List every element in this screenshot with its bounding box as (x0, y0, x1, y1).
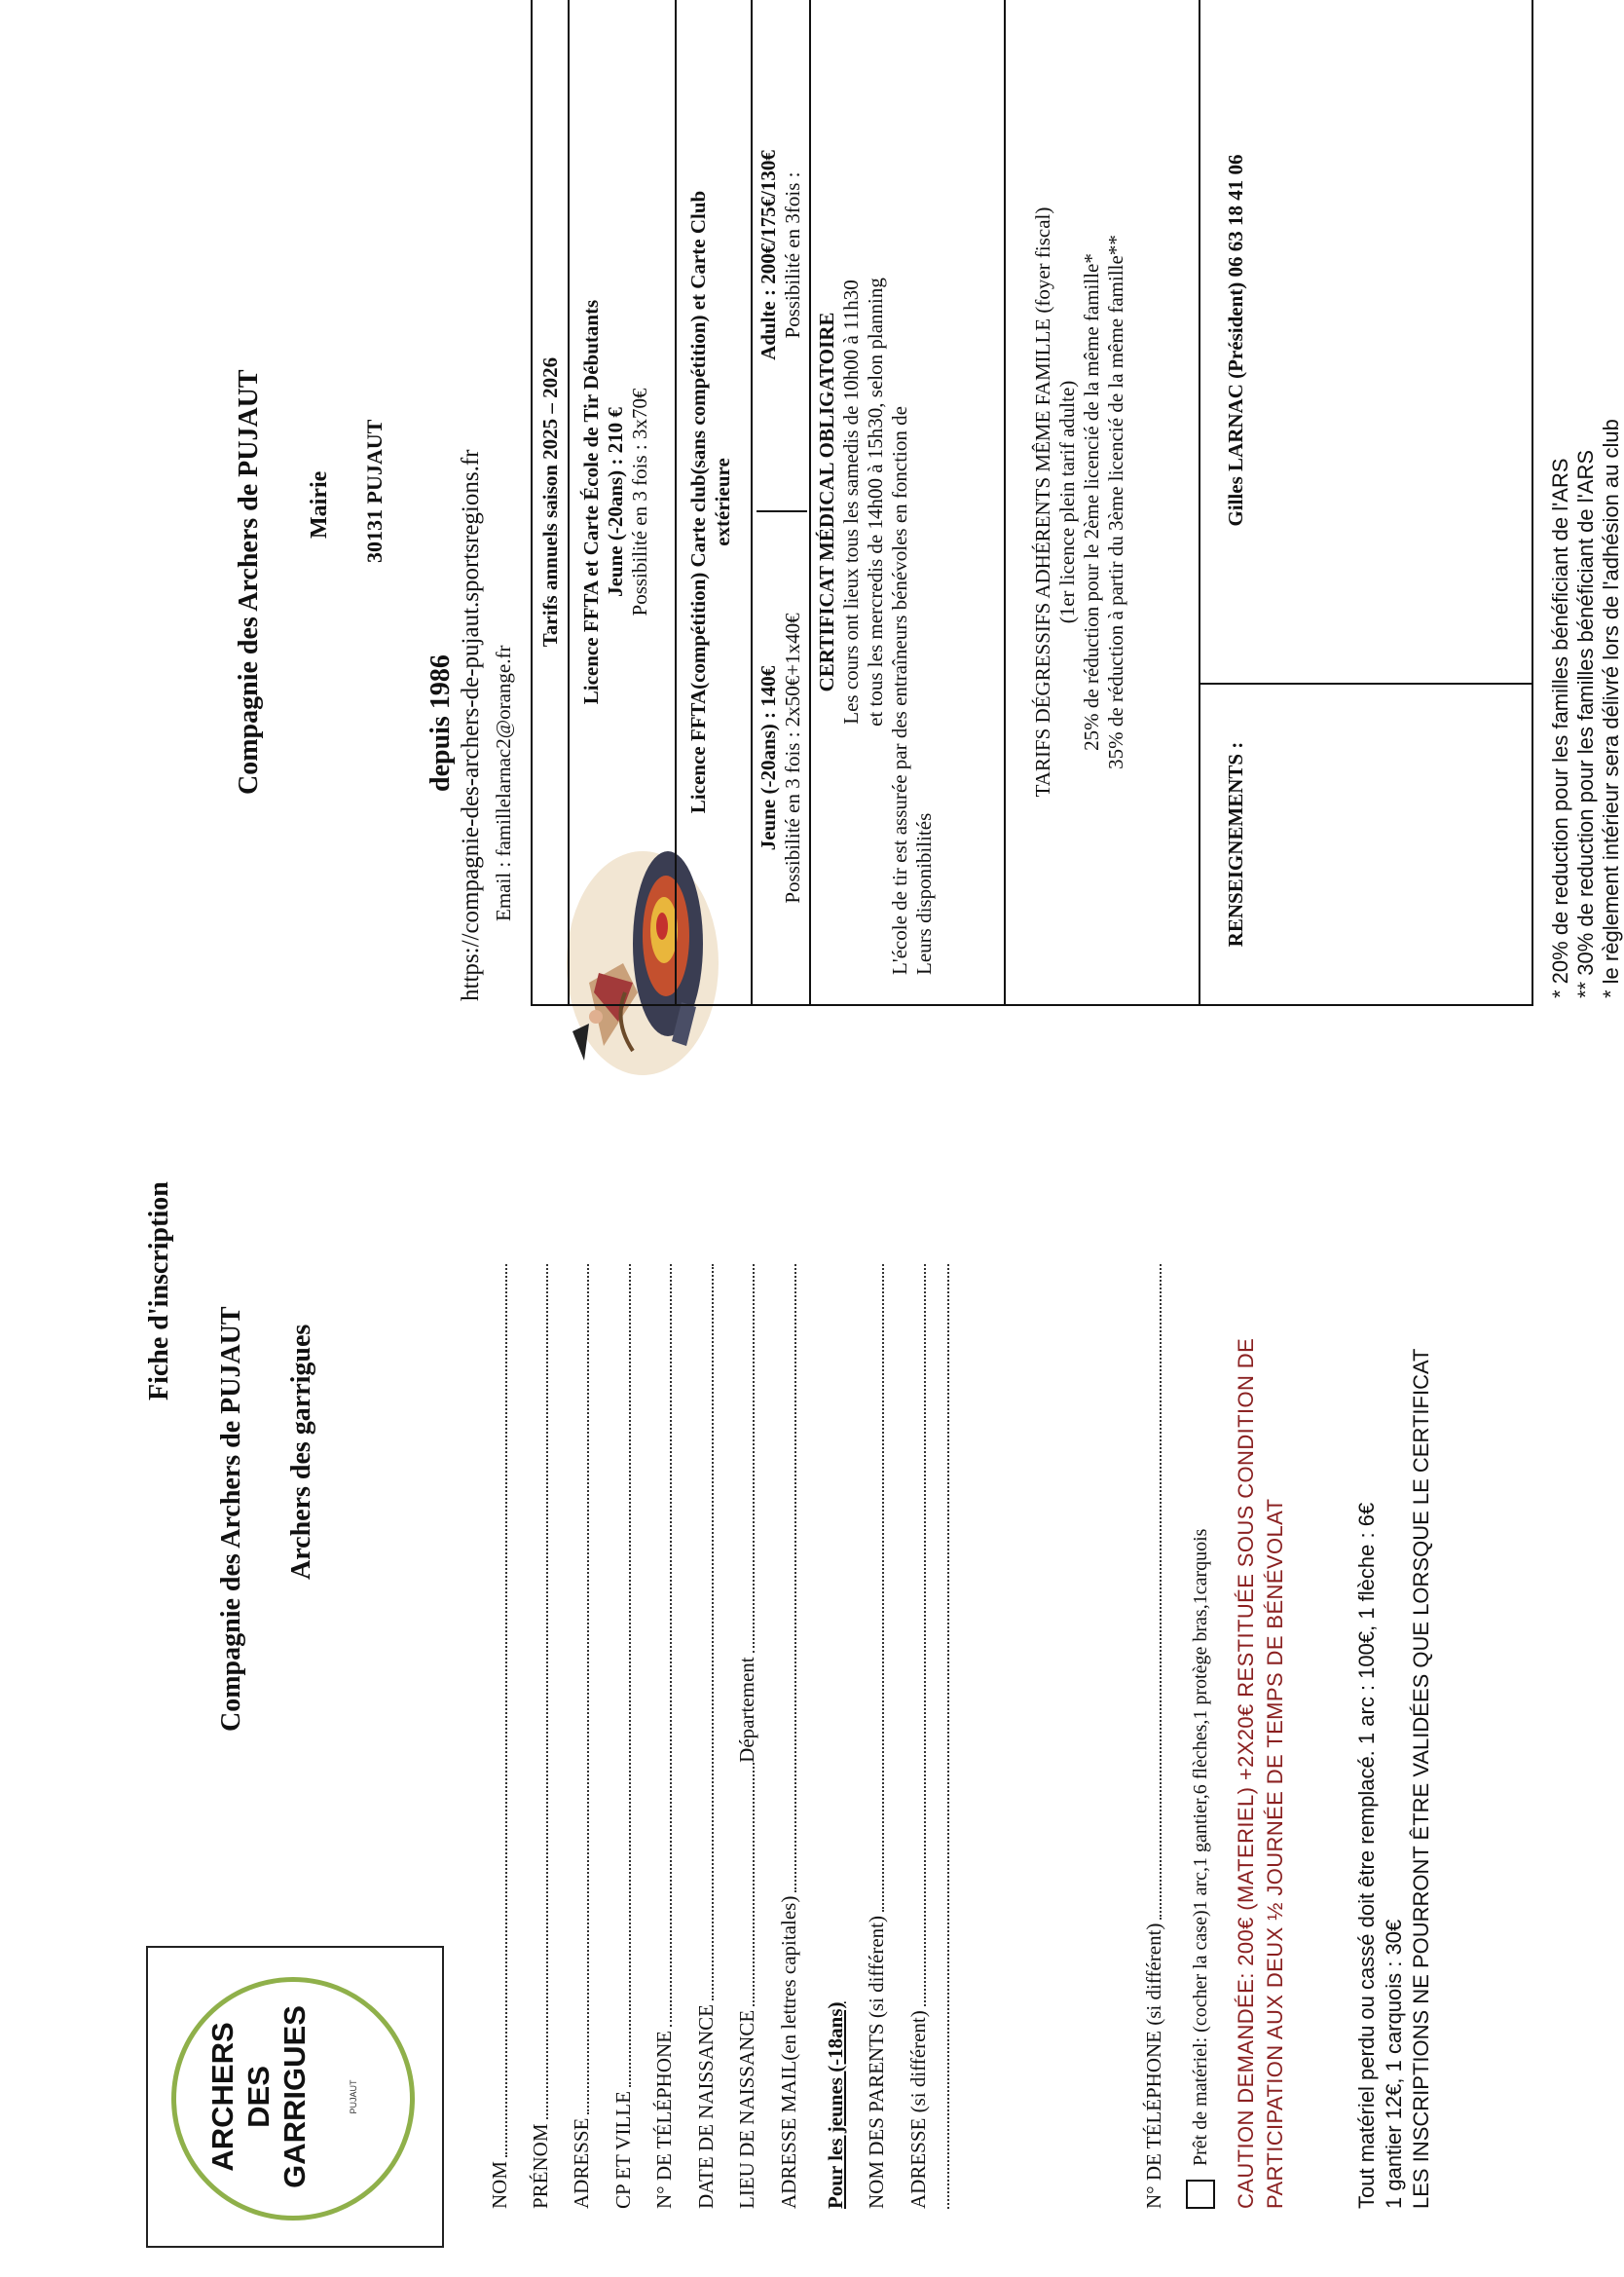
info-club-name: Compagnie des Archers de PUJAUT (234, 369, 264, 795)
club-website[interactable]: https://compagnie-des-archers-de-pujaut.sportsregions.fr (458, 449, 484, 1001)
degressif-block (1006, 0, 1200, 1004)
licence1-jeune: Jeune (-20ans) : 210 € (604, 407, 627, 597)
licence2-prices (753, 0, 811, 1004)
field-nom[interactable] (487, 1264, 512, 2209)
jeunes-heading: Pour les jeunes (-18ans) (824, 2001, 847, 2209)
pret-materiel-checkbox[interactable] (1186, 2180, 1215, 2209)
logo-line-3: GARRIGUES (277, 2005, 312, 2188)
cours-line-3: L'école de tir est assurée par des entraîneurs bénévoles en fonction de (888, 406, 911, 975)
field-adresse[interactable] (569, 1264, 594, 2209)
field-departement-label: Département (735, 1657, 758, 1763)
cours-line-2: et tous les mercredis de 14h00 à 15h30, selon planning (864, 278, 887, 727)
licence1-title: Licence FFTA et Carte École de Tir Débutants (579, 299, 603, 705)
price-table (531, 0, 1533, 1006)
field-telephone[interactable] (651, 1264, 677, 2209)
degressif-line-4: 35% de réduction à partir du 3ème licencié de la même famille** (1104, 235, 1127, 769)
degressif-line-3: 25% de réduction pour le 2ème licencié de la même famille* (1080, 253, 1103, 751)
field-lieu-naissance-label: LIEU DE NAISSANCE (735, 2009, 758, 2209)
renseignements-label: RENSEIGNEMENTS : (1200, 683, 1532, 1004)
licence1-fois: Possibilité en 3 fois : 3x70€ (628, 388, 651, 616)
perdu-line-2: 1 gantier 12€, 1 carquois : 30€ (1382, 1919, 1406, 2209)
adulte-price: Adulte : 200€/175€/130€ (757, 150, 780, 360)
field-adresse-parents-label: ADRESSE (si différent) (906, 2010, 930, 2209)
cours-line-1: Les cours ont lieux tous les samedis de 10h00 à 11h30 (839, 280, 863, 725)
city: 30131 PUJAUT (362, 419, 387, 563)
pret-materiel-row[interactable] (1186, 1529, 1215, 2209)
perdu-line-3: LES INSCRIPTIONS NE POURRONT ÊTRE VALIDÉES QUE LORSQUE LE CERTIFICAT (1409, 1348, 1433, 2209)
note-reglement: * le règlement intérieur sera délivré lors de l'adhésion au club (1599, 419, 1623, 998)
president-contact: Gilles LARNAC (Président) 06 63 18 41 06 (1224, 154, 1247, 527)
form-title: Fiche d'inscription (144, 1181, 174, 1400)
cours-block (811, 0, 1006, 1004)
adulte-cell (757, 0, 807, 510)
field-date-naissance[interactable] (693, 1264, 719, 2209)
degressif-line-2: (1er licence plein tarif adulte) (1055, 380, 1079, 624)
field-nom-parents-label: NOM DES PARENTS (si différent) (865, 1915, 888, 2209)
field-adresse-parents-line2[interactable] (946, 1264, 954, 2209)
field-telephone-label: N° DE TÉLÉPHONE (652, 2031, 676, 2209)
field-prenom-label: PRÉNOM (529, 2123, 552, 2209)
cours-line-4: Leurs disponibilités (912, 812, 936, 975)
field-date-naissance-label: DATE DE NAISSANCE (694, 2004, 718, 2209)
pret-materiel-label: Prêt de matériel: (cocher la case)1 arc,1 gantier,6 flèches,1 protège bras,1carquois (1189, 1528, 1211, 2166)
perdu-line-1: Tout matériel perdu ou cassé doit être remplacé. 1 arc : 100€, 1 flèche : 6€ (1354, 1502, 1379, 2209)
certificat-medical: CERTIFICAT MÉDICAL OBLIGATOIRE (815, 312, 838, 692)
degressif-title: TARIFS DÉGRESSIFS ADHÉRENTS MÊME FAMILLE (foyer fiscal) (1031, 206, 1054, 798)
logo-line-2: DES (241, 2066, 276, 2128)
materiel-perdu-notice (1353, 1157, 1435, 2209)
licence2-title-2: extérieure (711, 458, 734, 546)
jeune-cell (757, 510, 807, 1004)
logo-line-1: ARCHERS (205, 2022, 240, 2172)
mairie: Mairie (307, 470, 332, 539)
field-prenom[interactable] (528, 1264, 553, 2209)
founded-year: depuis 1986 (425, 654, 456, 792)
field-adresse-parents[interactable] (905, 1264, 931, 2209)
jeune-price: Jeune (-20ans) : 140€ (757, 665, 780, 851)
club-email[interactable]: Email : famillelarnac2@orange.fr (492, 645, 515, 921)
note-ars-20: * 20% de reduction pour les familles bénéficiant de l'ARS (1548, 458, 1572, 998)
caution-notice: CAUTION DEMANDÉE: 200€ (MATERIEL) +2X20€ RESTITUÉE SOUS CONDITION DE PARTICIPATION AUX DEUX ½ JOURNÉE DE TEMPS DE BÉNÉVOLAT (1234, 1337, 1287, 2209)
contact-row (1200, 0, 1532, 1004)
field-cp-ville[interactable] (610, 1264, 636, 2209)
club-logo (146, 1946, 444, 2248)
licence1-block (570, 0, 677, 1004)
form-club-name: Compagnie des Archers de PUJAUT (216, 1306, 246, 1732)
adulte-fois: Possibilité en 3fois : (781, 171, 804, 339)
field-mail[interactable] (776, 1264, 801, 2209)
note-ars-30: ** 30% de reduction pour les familles bénéficiant de l'ARS (1573, 449, 1598, 998)
logo-small-text: PUJAUT (349, 2079, 358, 2114)
field-nom-parents[interactable] (864, 1264, 889, 2209)
tarifs-title: Tarifs annuels saison 2025 – 2026 (533, 0, 570, 1004)
logo-text (204, 1948, 313, 2246)
licence2-title: Licence FFTA(compétition) Carte club(sans compétition) et Carte Club (686, 190, 710, 814)
licence2-header (677, 0, 753, 1004)
registration-form (0, 1138, 1609, 2277)
field-nom-label: NOM (488, 2160, 511, 2209)
form-club-subtitle: Archers des garrigues (286, 1324, 316, 1580)
field-mail-label: ADRESSE MAIL(en lettres capitales) (777, 1895, 800, 2209)
jeune-fois: Possibilité en 3 fois : 2x50€+1x40€ (781, 613, 804, 904)
field-tel-parents-label: N° DE TÉLÉPHONE (si différent) (1142, 1922, 1165, 2209)
field-tel-parents[interactable] (1141, 1264, 1166, 2209)
field-lieu-naissance[interactable] (734, 1264, 759, 2209)
field-cp-ville-label: CP ET VILLE (611, 2091, 635, 2209)
field-adresse-label: ADRESSE (570, 2117, 593, 2209)
